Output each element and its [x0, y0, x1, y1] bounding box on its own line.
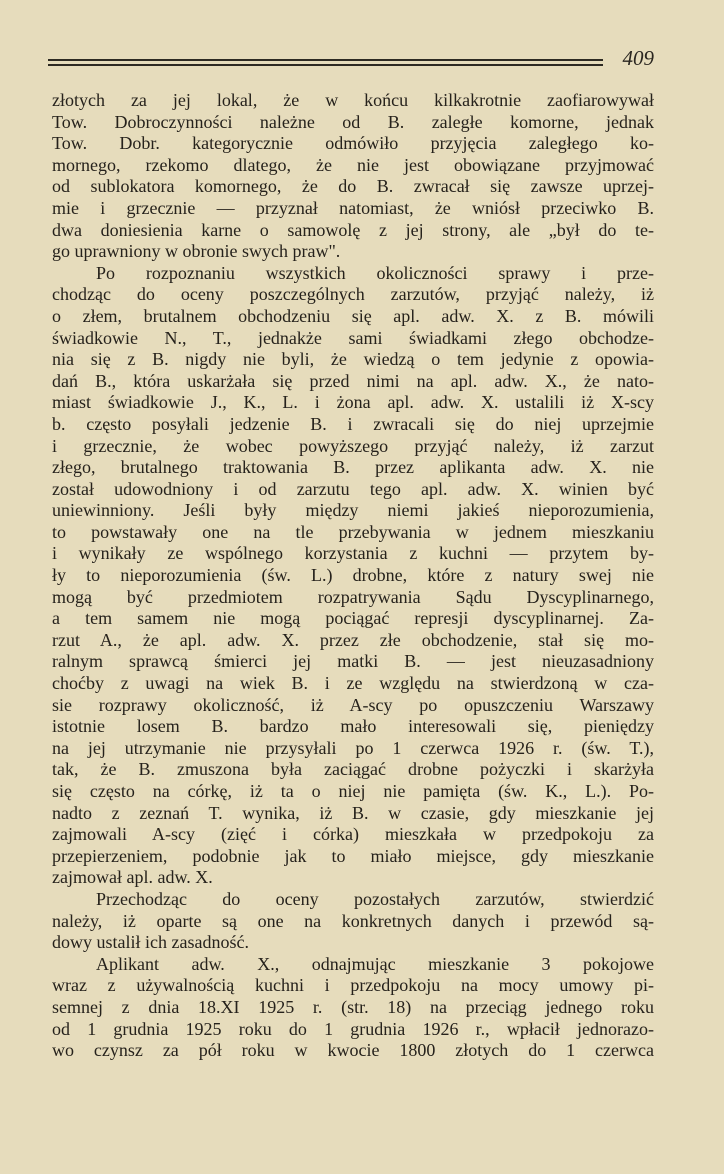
header-rule — [48, 59, 603, 61]
text-line: Aplikant adw. X., odnajmując mieszkanie 3 pokojowe — [96, 953, 654, 974]
text-line: dwa doniesienia karne o samowolę z jej strony, ale „był do te- — [52, 219, 654, 240]
text-line: tak, że B. zmuszona była zaciągać drobne pożyczki i skarżyła — [52, 759, 654, 780]
text-line: złotych za jej lokal, że w końcu kilkakrotnie zaofiarowywał — [52, 90, 654, 110]
text-line: przepierzeniem, podobnie jak to miało miejsce, gdy mieszkanie — [52, 845, 654, 866]
page-number: 409 — [622, 46, 654, 70]
text-line: mie i grzecznie — przyznał natomiast, że wniósł przeciwko B. — [52, 197, 654, 218]
text-line: od 1 grudnia 1925 roku do 1 grudnia 1926 r., wpłacił jednorazo- — [52, 1018, 654, 1039]
text-line: ralnym sprawcą śmierci jej matki B. — jest nieuzasadniony — [52, 651, 654, 672]
text-line: został udowodniony i od zarzutu tego apl. adw. X. winien być — [52, 478, 654, 499]
text-line: mogą być przedmiotem rozpatrywania Sądu Dyscyplinarnego, — [52, 586, 654, 607]
text-line: Po rozpoznaniu wszystkich okoliczności sprawy i prze- — [96, 262, 654, 283]
text-line: się często na córkę, iż ta o niej nie pamięta (św. K., L.). Po- — [52, 781, 654, 801]
body-text — [52, 90, 654, 1062]
text-line: b. często posyłali jedzenie B. i zwracali się do niej uprzejmie — [52, 413, 654, 434]
text-line: istotnie losem B. bardzo mało interesowali się, pieniędzy — [52, 716, 654, 737]
text-line: Przechodząc do oceny pozostałych zarzutów, stwierdzić — [96, 888, 654, 909]
text-line: na jej utrzymanie nie przysyłali po 1 czerwca 1926 r. (św. T.), — [52, 737, 654, 758]
text-line: i grzecznie, że wobec powyższego przyjąć należy, iż zarzut — [52, 435, 654, 456]
text-line: i wynikały ze wspólnego korzystania z kuchni — przytem by- — [52, 543, 654, 564]
text-line: nadto z zeznań T. wynika, iż B. w czasie, gdy mieszkanie jej — [52, 802, 654, 823]
page-header — [48, 46, 658, 78]
text-line: zajmował apl. adw. X. — [52, 867, 213, 888]
text-line: świadkowie N., T., jednakże sami świadkami złego obchodze- — [52, 327, 654, 348]
text-line: sie rozprawy okoliczność, iż A-scy po opuszczeniu Warszawy — [52, 694, 654, 715]
text-line: o złem, brutalnem obchodzeniu się apl. adw. X. z B. mówili — [52, 305, 654, 326]
text-line: rzut A., że apl. adw. X. przez złe obchodzenie, stał się mo- — [52, 629, 654, 650]
text-line: należy, iż oparte są one na konkretnych danych i przewód są- — [52, 910, 654, 931]
text-line: miast świadkowie J., K., L. i żona apl. adw. X. ustalili iż X-scy — [52, 392, 654, 413]
text-line: wraz z używalnością kuchni i przedpokoju na mocy umowy pi- — [52, 975, 654, 996]
header-rule — [48, 64, 603, 66]
text-line: ły to nieporozumienia (św. L.) drobne, które z natury swej nie — [52, 565, 654, 586]
text-line: mornego, rzekomo dlatego, że nie jest obowiązane przyjmować — [52, 154, 654, 175]
text-line: to powstawały one na tle przebywania w jednem mieszkaniu — [52, 521, 654, 542]
text-line: od sublokatora komornego, że do B. zwracał się zawsze uprzej- — [52, 176, 654, 197]
text-line: nia się z B. nigdy nie byli, że wiedzą o tem jedynie z opowia- — [52, 349, 654, 370]
text-line: zajmowali A-scy (zięć i córka) mieszkała w przedpokoju za — [52, 824, 654, 845]
text-line: chodząc do oceny poszczególnych zarzutów, przyjąć należy, iż — [52, 284, 654, 305]
text-line: złego, brutalnego traktowania B. przez aplikanta adw. X. nie — [52, 457, 654, 478]
text-line: uniewinniony. Jeśli były między niemi jakieś nieporozumienia, — [52, 500, 654, 521]
text-line: a tem samem nie mogą pociągać represji dyscyplinarnej. Za- — [52, 608, 654, 629]
text-line: dowy ustalił ich zasadność. — [52, 932, 249, 953]
text-line: semnej z dnia 18.XI 1925 r. (str. 18) na przeciąg jednego roku — [52, 996, 654, 1017]
text-line: dań B., która uskarżała się przed nimi na apl. adw. X., że nato- — [52, 370, 654, 391]
text-line: go uprawniony w obronie swych praw". — [52, 241, 341, 262]
text-line: Tow. Dobroczynności należne od B. zaległe komorne, jednak — [52, 111, 654, 132]
text-line: wo czynsz za pół roku w kwocie 1800 złotych do 1 czerwca — [52, 1040, 654, 1061]
text-line: choćby z uwagi na wiek B. i ze względu na stwierdzoną w cza- — [52, 673, 654, 694]
text-line: Tow. Dobr. kategorycznie odmówiło przyjęcia zaległego ko- — [52, 133, 654, 154]
